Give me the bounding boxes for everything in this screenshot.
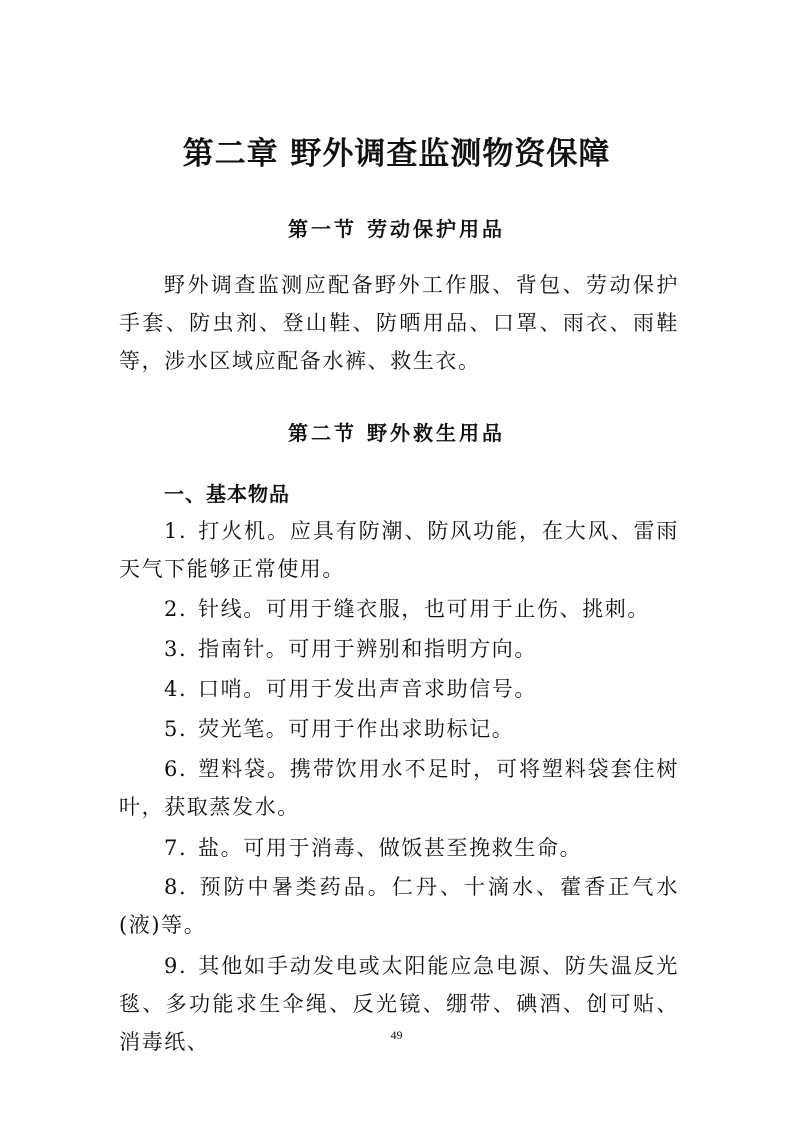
item-number: 4. <box>164 677 188 701</box>
list-item <box>119 750 679 826</box>
item-number: 2. <box>164 597 188 621</box>
list-item <box>119 670 679 708</box>
section-title-survival: 第二节 野外救生用品 <box>288 421 505 445</box>
item-number: 3. <box>164 637 188 661</box>
list-item <box>119 868 679 944</box>
item-number: 6. <box>164 757 188 781</box>
item-text: 预防中暑类药品。仁丹、十滴水、藿香正气水(液)等。 <box>119 875 679 937</box>
item-number: 9. <box>164 954 188 978</box>
list-item <box>119 630 679 668</box>
item-text: 针线。可用于缝衣服，也可用于止伤、挑刺。 <box>198 597 650 621</box>
section-title-labor-protection: 第一节 劳动保护用品 <box>288 217 505 241</box>
list-item <box>119 512 679 588</box>
list-item <box>119 947 679 1061</box>
item-number: 7. <box>164 836 188 860</box>
section1-paragraph: 野外调查监测应配备野外工作服、背包、劳动保护手套、防虫剂、登山鞋、防晒用品、口罩、雨衣、雨鞋等，涉水区域应配备水裤、救生衣。 <box>119 273 679 373</box>
item-text: 塑料袋。携带饮用水不足时，可将塑料袋套住树叶，获取蒸发水。 <box>119 757 679 819</box>
item-text: 荧光笔。可用于作出求助标记。 <box>198 717 515 741</box>
list-item <box>119 590 679 628</box>
item-text: 指南针。可用于辨别和指明方向。 <box>198 637 537 661</box>
item-number: 8. <box>164 875 188 899</box>
page-number: 49 <box>390 1028 403 1042</box>
list-item <box>119 829 679 867</box>
item-text: 打火机。应具有防潮、防风功能，在大风、雷雨天气下能够正常使用。 <box>119 519 679 581</box>
chapter-title: 第二章 野外调查监测物资保障 <box>182 136 611 172</box>
list-item <box>119 710 679 748</box>
item-number: 5. <box>164 717 188 741</box>
item-number: 1. <box>164 519 188 543</box>
subheading-basic-items: 一、基本物品 <box>164 482 290 506</box>
item-text: 口哨。可用于发出声音求助信号。 <box>198 677 537 701</box>
item-text: 其他如手动发电或太阳能应急电源、防失温反光毯、多功能求生伞绳、反光镜、绷带、碘酒、创可贴、消毒纸、 <box>119 954 679 1054</box>
item-text: 盐。可用于消毒、做饭甚至挽救生命。 <box>198 836 583 860</box>
